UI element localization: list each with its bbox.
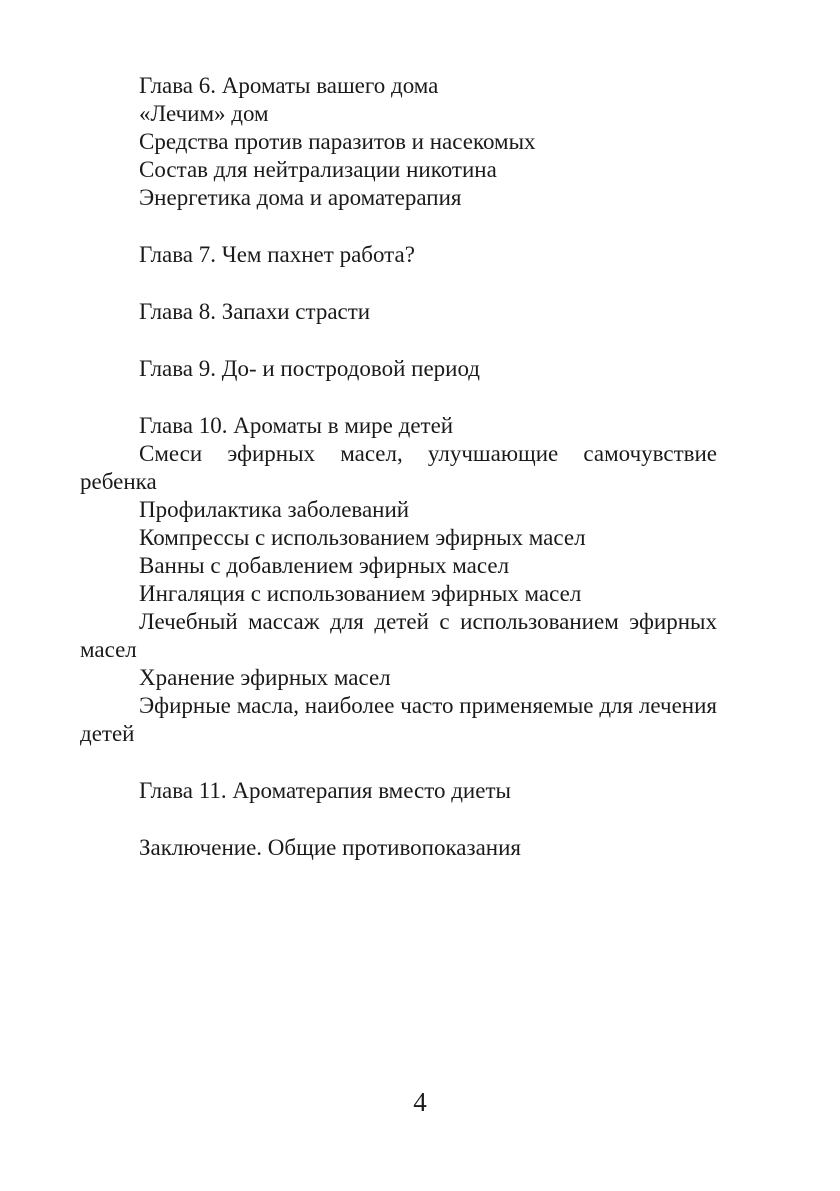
section-gap [80,805,717,834]
toc-item: Лечебный массаж для детей с использованием эфирных масел [80,609,717,662]
toc-item: Смеси эфирных масел, улучшающие самочувствие ребенка [80,441,717,494]
toc-chapter-10: Глава 10. Ароматы в мире детей [139,413,454,438]
table-of-contents [80,72,717,862]
section-gap [80,383,717,412]
toc-item: Энергетика дома и ароматерапия [139,185,462,210]
toc-chapter-9: Глава 9. До- и постродовой период [139,356,481,381]
section-gap [80,269,717,298]
toc-conclusion: Заключение. Общие противопоказания [139,835,521,860]
toc-chapter-6: Глава 6. Ароматы вашего дома [139,73,439,98]
toc-chapter-11: Глава 11. Ароматерапия вместо диеты [139,778,511,803]
toc-item: Состав для нейтрализации никотина [139,157,497,182]
section-gap [80,212,717,241]
toc-item: Ванны с добавлением эфирных масел [139,553,510,578]
toc-item: Хранение эфирных масел [139,665,391,690]
toc-chapter-8: Глава 8. Запахи страсти [139,299,371,324]
page-number: 4 [413,1087,427,1117]
toc-item: Эфирные масла, наиболее часто применяемые для лечения детей [80,693,717,746]
section-gap [80,326,717,355]
toc-item: Ингаляция с использованием эфирных масел [139,581,582,606]
section-gap [80,748,717,777]
toc-item: «Лечим» дом [139,101,269,126]
toc-item: Компрессы с использованием эфирных масел [139,525,586,550]
toc-chapter-7: Глава 7. Чем пахнет работа? [139,242,415,267]
toc-item: Средства против паразитов и насекомых [139,129,536,154]
toc-item: Профилактика заболеваний [139,497,410,522]
